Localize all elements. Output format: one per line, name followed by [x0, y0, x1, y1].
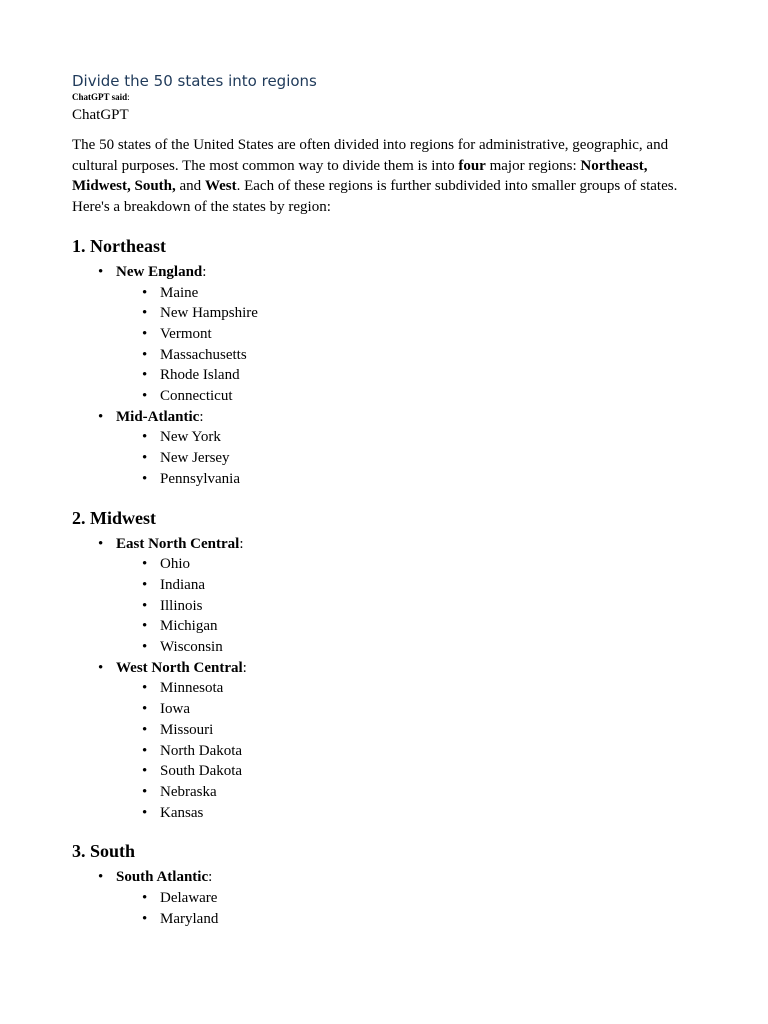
state-item: • Maine: [116, 283, 692, 304]
state-item: • Vermont: [116, 324, 692, 345]
state-list: [116, 888, 692, 929]
division-list-northeast: [72, 262, 692, 490]
state-item: • Connecticut: [116, 386, 692, 407]
intro-bold-regions: Northeast, Midwest, South,: [72, 157, 648, 195]
region-heading-south: 3. South: [72, 841, 136, 862]
division-name: West North Central: [116, 659, 243, 676]
state-item: • Ohio: [116, 554, 692, 575]
state-item: • Michigan: [116, 616, 692, 637]
state-item: • North Dakota: [116, 741, 692, 762]
division-list-south: [72, 867, 692, 929]
state-list: [116, 283, 692, 407]
state-item: • Missouri: [116, 720, 692, 741]
state-list: [116, 427, 692, 489]
division-item: • East North Central: • Ohio • Indiana • Illinois • Michigan • Wisconsin: [72, 534, 692, 658]
state-item: • Illinois: [116, 596, 692, 617]
said-label: ChatGPT said: [72, 92, 128, 102]
intro-text-3: and: [175, 178, 205, 195]
state-item: • New Jersey: [116, 448, 692, 469]
author-name: ChatGPT: [72, 107, 129, 123]
division-name: East North Central: [116, 535, 240, 552]
intro-text-1: The 50 states of the United States are often divided into regions for administrative, geographic, and cultural purposes. The most common way to divide them is into: [72, 137, 669, 174]
state-item: • Nebraska: [116, 782, 692, 803]
intro-paragraph: [72, 135, 692, 218]
state-item: • Wisconsin: [116, 637, 692, 658]
intro-text-2: major regions:: [485, 157, 581, 174]
state-item: • Maryland: [116, 909, 692, 930]
division-item: • New England: • Maine • New Hampshire • Vermont • Massachusetts • Rhode Island • Connecticut: [72, 262, 692, 407]
division-name: New England: [116, 263, 203, 280]
intro-bold-west: West: [204, 178, 237, 195]
state-list: [116, 678, 692, 823]
said-colon: :: [127, 92, 130, 102]
state-item: • South Dakota: [116, 761, 692, 782]
state-item: • Delaware: [116, 888, 692, 909]
state-item: • Pennsylvania: [116, 469, 692, 490]
division-name: Mid-Atlantic: [116, 408, 200, 425]
division-item: • Mid-Atlantic: • New York • New Jersey • Pennsylvania: [72, 407, 692, 490]
intro-bold-four: four: [458, 157, 486, 174]
state-item: • Indiana: [116, 575, 692, 596]
said-line: [72, 92, 692, 103]
state-item: • Iowa: [116, 699, 692, 720]
state-item: • Massachusetts: [116, 345, 692, 366]
state-item: • Minnesota: [116, 678, 692, 699]
division-name: South Atlantic: [116, 869, 209, 886]
state-item: • New York: [116, 427, 692, 448]
document-title: Divide the 50 states into regions: [72, 72, 317, 90]
region-heading-northeast: 1. Northeast: [72, 235, 166, 256]
division-item: • West North Central: • Minnesota • Iowa • Missouri • North Dakota • South Dakota • Nebraska • Kansas: [72, 658, 692, 824]
region-heading-midwest: 2. Midwest: [72, 507, 156, 528]
state-item: • Rhode Island: [116, 365, 692, 386]
state-item: • Kansas: [116, 803, 692, 824]
division-list-midwest: [72, 534, 692, 824]
intro-text-4: . Each of these regions is further subdivided into smaller groups of states. Here's a breakdown of the states by region:: [72, 178, 678, 216]
division-item: • South Atlantic: • Delaware • Maryland: [72, 867, 692, 929]
state-item: • New Hampshire: [116, 303, 692, 324]
document-page: [72, 71, 692, 946]
state-list: [116, 554, 692, 658]
